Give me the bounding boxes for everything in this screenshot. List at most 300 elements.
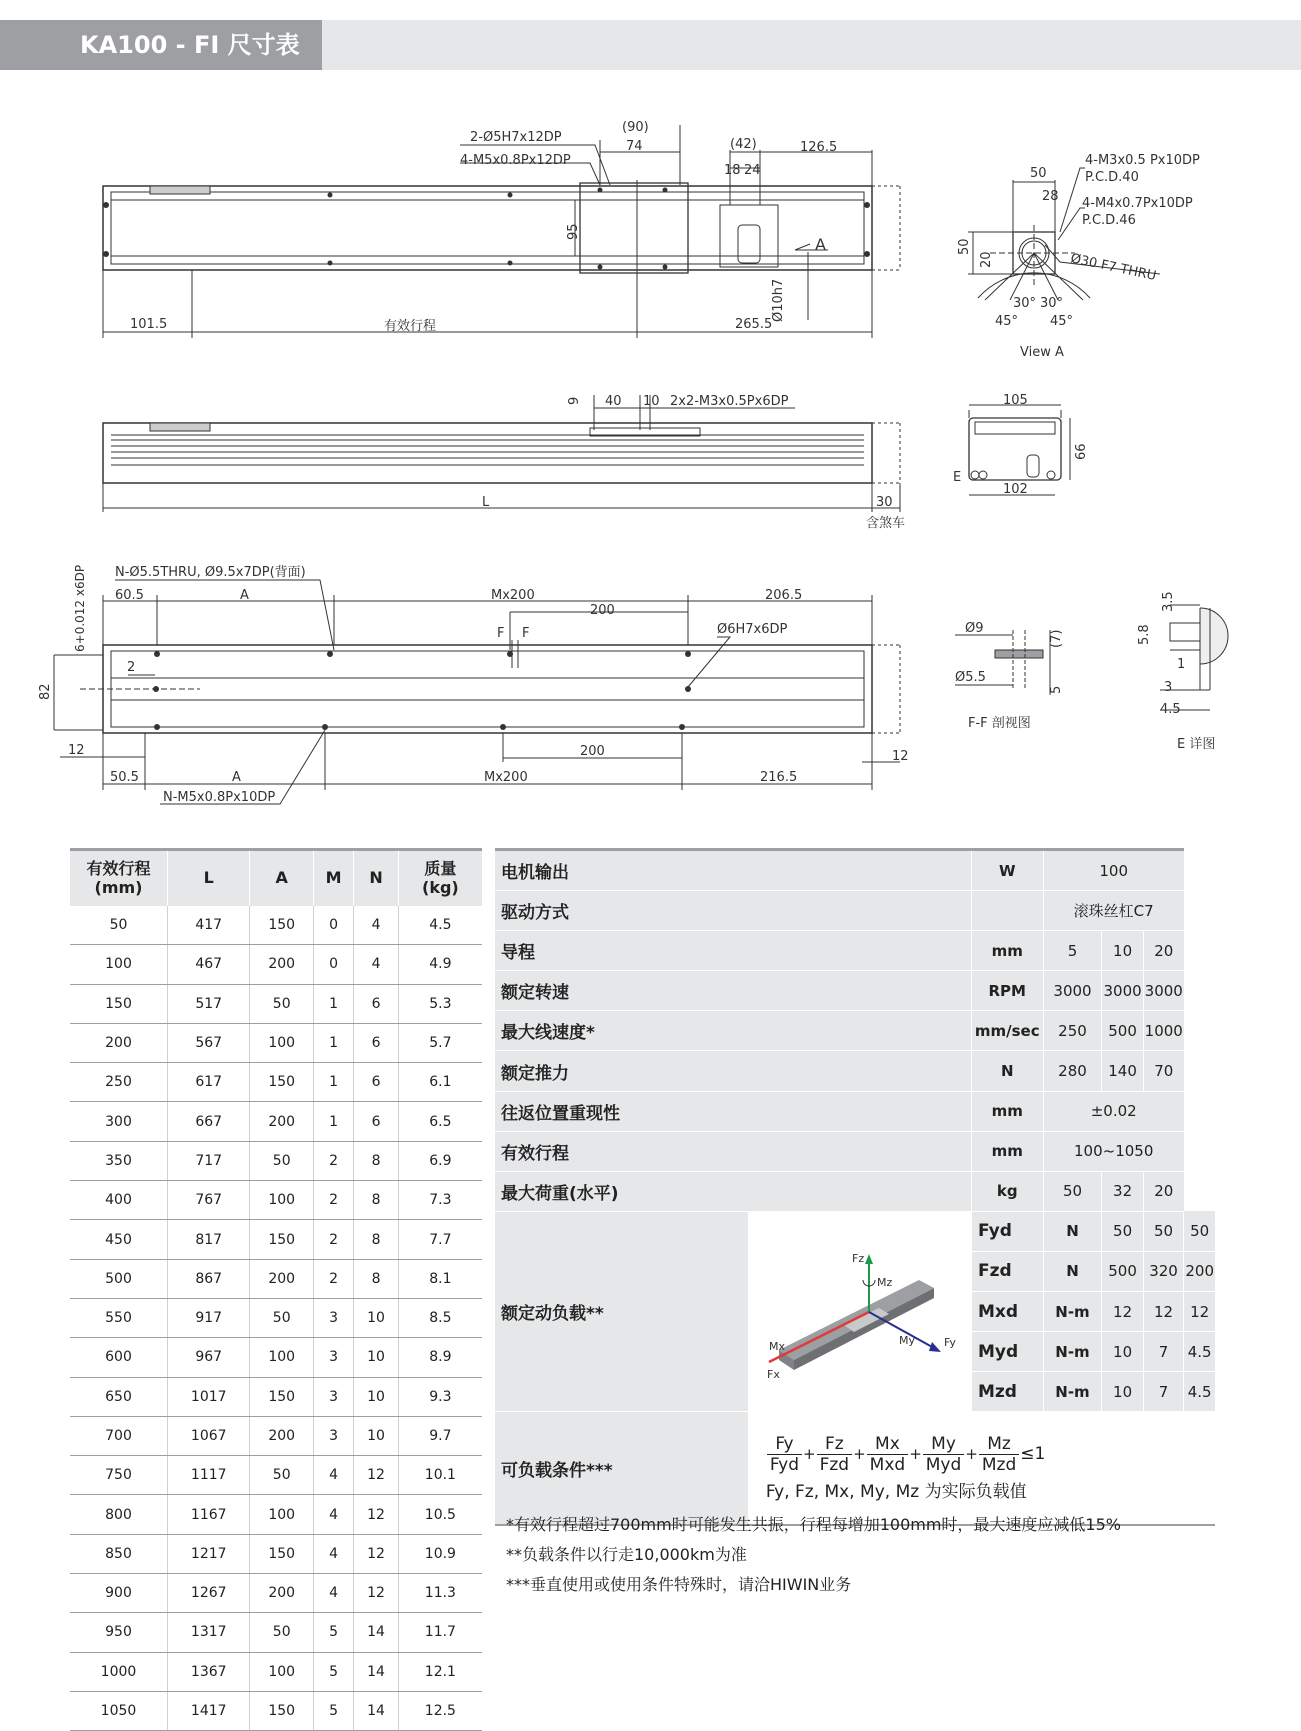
dim-label: 12	[892, 749, 909, 764]
table-cell: 50	[250, 1141, 313, 1180]
table-row	[70, 1298, 482, 1337]
table-cell: 417	[168, 906, 250, 945]
load-row-name: Fyd	[971, 1211, 1043, 1251]
dim-label: 216.5	[760, 770, 798, 785]
table-cell: 3	[313, 1416, 353, 1455]
table-cell: 717	[168, 1141, 250, 1180]
table-cell: 250	[70, 1063, 168, 1102]
dim-label: 4-M3x0.5 Px10DP	[1085, 153, 1200, 168]
spec-label: 导程	[495, 931, 971, 971]
dim-label: 50.5	[110, 770, 139, 785]
spec-value: 20	[1143, 931, 1184, 971]
table-cell: 4	[313, 1534, 353, 1573]
view-a-drawing	[957, 153, 1200, 360]
table-cell: 10.1	[398, 1456, 482, 1495]
table-row	[495, 850, 1215, 891]
table-cell: 6	[354, 1102, 398, 1141]
table-cell: 200	[250, 1416, 313, 1455]
dim-label: 45°	[1050, 314, 1074, 329]
table-cell: 150	[250, 1377, 313, 1416]
fraction-den: Fyd	[769, 1455, 799, 1476]
fraction-num: My	[923, 1434, 965, 1455]
col-header: 质量 (kg)	[398, 850, 482, 907]
spec-value: 7	[1143, 1372, 1184, 1412]
col-header: L	[168, 850, 250, 907]
spec-value: 250	[1043, 1011, 1102, 1051]
axis-label: My	[899, 1333, 916, 1347]
table-cell: 200	[250, 945, 313, 984]
fraction-num: Fz	[817, 1434, 853, 1455]
col-header: 有效行程 (mm)	[70, 850, 168, 907]
table-cell: 1000	[70, 1652, 168, 1691]
dim-label: 24	[744, 163, 761, 178]
fraction	[867, 1434, 909, 1475]
spec-label: 驱动方式	[495, 891, 971, 931]
dim-label: 含煞车	[866, 516, 906, 531]
table-cell: 667	[168, 1102, 250, 1141]
table-cell: 450	[70, 1220, 168, 1259]
table-cell: 14	[354, 1652, 398, 1691]
table-cell: 0	[313, 945, 353, 984]
table-cell: 400	[70, 1181, 168, 1220]
table-cell: 2	[313, 1141, 353, 1180]
table-cell: 150	[70, 984, 168, 1023]
top-view-drawing	[103, 120, 900, 338]
dim-label: F	[522, 626, 530, 641]
table-cell: 967	[168, 1338, 250, 1377]
axis-label: Fz	[852, 1251, 865, 1265]
dim-label: 有效行程	[384, 319, 437, 334]
footnotes	[506, 1510, 1121, 1600]
dim-label: 20	[979, 251, 994, 268]
table-row	[70, 1416, 482, 1455]
table-cell: 9.7	[398, 1416, 482, 1455]
table-cell: 100	[250, 1023, 313, 1062]
dim-label: 82	[38, 683, 53, 700]
plus-sign: +	[853, 1445, 866, 1464]
table-cell: 100	[250, 1652, 313, 1691]
spec-label: 额定动负载**	[495, 1211, 747, 1411]
dim-label: 30°	[1040, 296, 1064, 311]
table-cell: 11.3	[398, 1574, 482, 1613]
spec-unit: N-m	[1043, 1332, 1102, 1372]
spec-unit	[971, 891, 1043, 931]
spec-unit: N-m	[1043, 1372, 1102, 1412]
table-cell: 567	[168, 1023, 250, 1062]
table-row	[495, 1131, 1215, 1171]
table-cell: 517	[168, 984, 250, 1023]
table-cell: 600	[70, 1338, 168, 1377]
table-cell: 467	[168, 945, 250, 984]
spec-value: 32	[1102, 1171, 1143, 1211]
dim-label: 18	[724, 163, 741, 178]
dim-label: 45°	[995, 314, 1019, 329]
dim-label: 4-M4x0.7Px10DP	[1082, 196, 1193, 211]
dim-label: Ø9	[965, 621, 984, 636]
dim-label: 30	[876, 495, 893, 510]
table-cell: 200	[250, 1102, 313, 1141]
table-cell: 4.5	[398, 906, 482, 945]
dim-label: (42)	[730, 137, 757, 152]
fraction-num: Fy	[767, 1434, 802, 1455]
plus-sign: +	[909, 1445, 922, 1464]
table-cell: 6.5	[398, 1102, 482, 1141]
table-cell: 12	[354, 1574, 398, 1613]
table-cell: 767	[168, 1181, 250, 1220]
table-row	[70, 1141, 482, 1180]
table-cell: 11.7	[398, 1613, 482, 1652]
load-condition-formula	[747, 1412, 1215, 1526]
spec-value: 500	[1102, 1011, 1143, 1051]
table-cell: 8.9	[398, 1338, 482, 1377]
dim-label: 206.5	[765, 588, 803, 603]
formula-line	[766, 1434, 1214, 1475]
col-header: N	[354, 850, 398, 907]
dim-label: L	[482, 495, 490, 510]
spec-value: 140	[1102, 1051, 1143, 1091]
table-cell: 800	[70, 1495, 168, 1534]
table-cell: 750	[70, 1456, 168, 1495]
dim-label: 200	[580, 744, 605, 759]
side-view-drawing	[103, 394, 905, 531]
spec-label: 电机输出	[495, 850, 971, 891]
fraction-den: Fzd	[819, 1455, 850, 1476]
table-cell: 2	[313, 1181, 353, 1220]
table-cell: 150	[250, 1220, 313, 1259]
spec-value: 70	[1143, 1051, 1184, 1091]
table-cell: 4	[313, 1456, 353, 1495]
table-cell: 10.5	[398, 1495, 482, 1534]
spec-value: 12	[1143, 1292, 1184, 1332]
spec-table	[495, 848, 1215, 1526]
fraction	[979, 1434, 1019, 1475]
spec-value: 12	[1184, 1292, 1215, 1332]
spec-value: 3000	[1102, 971, 1143, 1011]
spec-value: 20	[1143, 1171, 1184, 1211]
col-header: M	[313, 850, 353, 907]
dim-label: Ø5.5	[955, 670, 986, 685]
dim-label: 3.5	[1161, 591, 1176, 612]
table-cell: 150	[250, 906, 313, 945]
dim-label: 5.8	[1137, 624, 1152, 645]
table-cell: 5	[313, 1652, 353, 1691]
spec-unit: N	[1043, 1211, 1102, 1251]
dim-label: P.C.D.40	[1085, 170, 1139, 185]
table-cell: 617	[168, 1063, 250, 1102]
table-row	[495, 1211, 1215, 1251]
table-cell: 50	[250, 1456, 313, 1495]
table-row	[70, 1338, 482, 1377]
table-cell: 1	[313, 984, 353, 1023]
spec-unit: mm	[971, 1131, 1043, 1171]
load-axes-figure	[747, 1211, 971, 1411]
table-cell: 100	[250, 1338, 313, 1377]
load-row-name: Fzd	[971, 1251, 1043, 1291]
table-cell: 550	[70, 1298, 168, 1337]
table-cell: 150	[250, 1063, 313, 1102]
table-cell: 5.7	[398, 1023, 482, 1062]
table-cell: 4	[313, 1495, 353, 1534]
spec-value: 50	[1143, 1211, 1184, 1251]
table-cell: 200	[250, 1259, 313, 1298]
table-row	[495, 1011, 1215, 1051]
table-cell: 8.1	[398, 1259, 482, 1298]
spec-unit: N	[971, 1051, 1043, 1091]
table-cell: 1167	[168, 1495, 250, 1534]
dim-label: 74	[626, 139, 643, 154]
fraction	[767, 1434, 802, 1475]
spec-value: 1000	[1143, 1011, 1184, 1051]
dim-label: Ø30 F7 THRU	[1069, 251, 1158, 285]
axis-label: Mz	[877, 1275, 893, 1289]
table-cell: 8.5	[398, 1298, 482, 1337]
spec-unit: W	[971, 850, 1043, 891]
dim-label: 30°	[1013, 296, 1037, 311]
table-cell: 6.9	[398, 1141, 482, 1180]
dim-label: 60.5	[115, 588, 144, 603]
spec-label: 往返位置重现性	[495, 1091, 971, 1131]
table-cell: 1017	[168, 1377, 250, 1416]
table-cell: 1	[313, 1063, 353, 1102]
table-row	[495, 1091, 1215, 1131]
dim-label: A	[232, 770, 241, 785]
dim-label: 101.5	[130, 317, 168, 332]
table-cell: 12.5	[398, 1691, 482, 1730]
dim-label: F	[497, 626, 505, 641]
fraction-den: Mzd	[981, 1455, 1017, 1476]
stroke-dimension-table	[70, 848, 482, 1731]
table-row	[70, 1495, 482, 1534]
table-cell: 8	[354, 1220, 398, 1259]
dim-label: N-M5x0.8Px10DP	[163, 790, 276, 805]
axis-label: Fx	[767, 1367, 781, 1381]
table-cell: 300	[70, 1102, 168, 1141]
table-row	[70, 906, 482, 945]
dim-label: 12	[68, 743, 85, 758]
table-cell: 10	[354, 1338, 398, 1377]
spec-label: 有效行程	[495, 1131, 971, 1171]
table-cell: 4.9	[398, 945, 482, 984]
table-row	[495, 1412, 1215, 1526]
dim-label: 5	[1049, 685, 1064, 694]
table-cell: 1267	[168, 1574, 250, 1613]
dim-label: 50	[957, 238, 972, 255]
table-cell: 4	[354, 945, 398, 984]
dim-label: Ø10h7	[771, 278, 786, 322]
table-cell: 8	[354, 1259, 398, 1298]
spec-value: ±0.02	[1043, 1091, 1184, 1131]
table-row	[495, 971, 1215, 1011]
spec-unit: mm	[971, 931, 1043, 971]
table-cell: 1117	[168, 1456, 250, 1495]
table-cell: 200	[250, 1574, 313, 1613]
table-row	[70, 984, 482, 1023]
dim-label: (90)	[622, 120, 649, 135]
table-cell: 900	[70, 1574, 168, 1613]
table-cell: 1067	[168, 1416, 250, 1455]
fraction-num: Mx	[867, 1434, 909, 1455]
table-row	[70, 1691, 482, 1730]
table-cell: 817	[168, 1220, 250, 1259]
table-cell: 10.9	[398, 1534, 482, 1573]
dim-label: Ø6H7x6DP	[717, 622, 788, 637]
table-row	[70, 945, 482, 984]
table-cell: 12.1	[398, 1652, 482, 1691]
table-cell: 10	[354, 1377, 398, 1416]
spec-value: 10	[1102, 1332, 1143, 1372]
table-row	[495, 1171, 1215, 1211]
spec-unit: N-m	[1043, 1292, 1102, 1332]
page-title: KA100 - FI 尺寸表	[0, 20, 322, 70]
table-cell: 14	[354, 1613, 398, 1652]
spec-label: 可负载条件***	[495, 1412, 747, 1526]
spec-value: 100	[1043, 850, 1184, 891]
dim-label: A	[815, 235, 826, 254]
table-row	[70, 1063, 482, 1102]
table-cell: 50	[250, 1613, 313, 1652]
table-cell: 3	[313, 1338, 353, 1377]
table-row	[70, 1534, 482, 1573]
spec-unit: RPM	[971, 971, 1043, 1011]
table-cell: 2	[313, 1259, 353, 1298]
dim-label: 66	[1074, 443, 1089, 460]
view-a-caption: View A	[1020, 345, 1064, 360]
table-row	[70, 1377, 482, 1416]
dim-label: 265.5	[735, 317, 773, 332]
le-one: ≤1	[1020, 1444, 1046, 1465]
table-cell: 1417	[168, 1691, 250, 1730]
table-cell: 150	[250, 1691, 313, 1730]
table-cell: 1367	[168, 1652, 250, 1691]
spec-label: 额定推力	[495, 1051, 971, 1091]
footnote: *有效行程超过700mm时可能发生共振，行程每增加100mm时，最大速度应减低15%	[506, 1515, 1121, 1534]
table-cell: 850	[70, 1534, 168, 1573]
dim-label: 102	[1003, 482, 1028, 497]
table-row	[70, 1181, 482, 1220]
table-cell: 917	[168, 1298, 250, 1337]
spec-value: 4.5	[1184, 1332, 1215, 1372]
dim-label: 2-Ø5H7x12DP	[470, 130, 562, 145]
table-cell: 12	[354, 1456, 398, 1495]
table-cell: 1	[313, 1102, 353, 1141]
table-cell: 50	[70, 906, 168, 945]
dim-label: N-Ø5.5THRU, Ø9.5x7DP(背面)	[115, 565, 306, 580]
table-cell: 2	[313, 1220, 353, 1259]
dim-label: 6+0.012 x6DP	[73, 564, 87, 652]
table-row	[70, 1652, 482, 1691]
table-cell: 100	[250, 1495, 313, 1534]
table-cell: 5.3	[398, 984, 482, 1023]
table-cell: 150	[250, 1534, 313, 1573]
load-row-name: Myd	[971, 1332, 1043, 1372]
dim-label: 4.5	[1160, 702, 1181, 717]
load-row-name: Mxd	[971, 1292, 1043, 1332]
table-cell: 100	[70, 945, 168, 984]
table-cell: 3	[313, 1298, 353, 1337]
section-ff-drawing	[955, 621, 1064, 731]
plus-sign: +	[965, 1445, 978, 1464]
spec-label: 最大线速度*	[495, 1011, 971, 1051]
dim-label: A	[240, 588, 249, 603]
spec-value: 3000	[1043, 971, 1102, 1011]
dim-label: Mx200	[484, 770, 528, 785]
footnote: **负载条件以行走10,000km为准	[506, 1545, 747, 1564]
dim-label: Mx200	[491, 588, 535, 603]
table-cell: 0	[313, 906, 353, 945]
table-cell: 50	[250, 984, 313, 1023]
table-cell: 8	[354, 1141, 398, 1180]
spec-label: 最大荷重(水平)	[495, 1171, 971, 1211]
dim-label: 50	[1030, 166, 1047, 181]
table-cell: 200	[70, 1023, 168, 1062]
dim-label: 1	[1177, 657, 1186, 672]
table-cell: 1	[313, 1023, 353, 1062]
table-cell: 12	[354, 1534, 398, 1573]
dim-label: 200	[590, 603, 615, 618]
table-cell: 1317	[168, 1613, 250, 1652]
table-cell: 350	[70, 1141, 168, 1180]
dim-label: P.C.D.46	[1082, 213, 1136, 228]
dim-label: 105	[1003, 393, 1028, 408]
spec-value: 4.5	[1184, 1372, 1215, 1412]
spec-value: 50	[1102, 1211, 1143, 1251]
fraction	[817, 1434, 853, 1475]
table-cell: 6	[354, 984, 398, 1023]
table-row	[70, 1023, 482, 1062]
dim-label: 95	[566, 223, 581, 240]
table-row	[495, 891, 1215, 931]
table-cell: 4	[354, 906, 398, 945]
dim-label: 4-M5x0.8Px12DP	[460, 153, 571, 168]
spec-value: 滚珠丝杠C7	[1043, 891, 1184, 931]
fraction-num: Mz	[979, 1434, 1019, 1455]
spec-value: 50	[1043, 1171, 1102, 1211]
dim-label: E	[953, 470, 962, 485]
dim-label: 40	[605, 394, 622, 409]
axis-label: Mx	[769, 1339, 786, 1353]
fraction-den: Mxd	[869, 1455, 906, 1476]
table-row	[70, 1102, 482, 1141]
formula-note: Fy, Fz, Mx, My, Mz 为实际负载值	[765, 1482, 1027, 1503]
fraction-den: Myd	[925, 1455, 962, 1476]
detail-caption: E 详图	[1177, 737, 1216, 752]
table-cell: 5	[313, 1691, 353, 1730]
spec-value: 3000	[1143, 971, 1184, 1011]
linear-module-axes-illustration	[749, 1220, 969, 1400]
table-cell: 700	[70, 1416, 168, 1455]
table-row	[495, 931, 1215, 971]
table-cell: 7.7	[398, 1220, 482, 1259]
footnote: ***垂直使用或使用条件特殊时，请洽HIWIN业务	[506, 1575, 852, 1594]
table-cell: 6.1	[398, 1063, 482, 1102]
dim-label: 3	[1164, 680, 1173, 695]
spec-value: 10	[1102, 931, 1143, 971]
fraction	[923, 1434, 965, 1475]
dim-label: 2x2-M3x0.5Px6DP	[670, 394, 789, 409]
spec-unit: N	[1043, 1251, 1102, 1291]
plus-sign: +	[803, 1445, 816, 1464]
detail-e-drawing	[1137, 591, 1228, 752]
table-cell: 950	[70, 1613, 168, 1652]
spec-value: 280	[1043, 1051, 1102, 1091]
table-cell: 50	[250, 1298, 313, 1337]
dim-label: 10	[643, 394, 660, 409]
table-row	[70, 1259, 482, 1298]
table-cell: 9.3	[398, 1377, 482, 1416]
dim-label: 2	[127, 660, 136, 675]
table-cell: 5	[313, 1613, 353, 1652]
table-cell: 14	[354, 1691, 398, 1730]
